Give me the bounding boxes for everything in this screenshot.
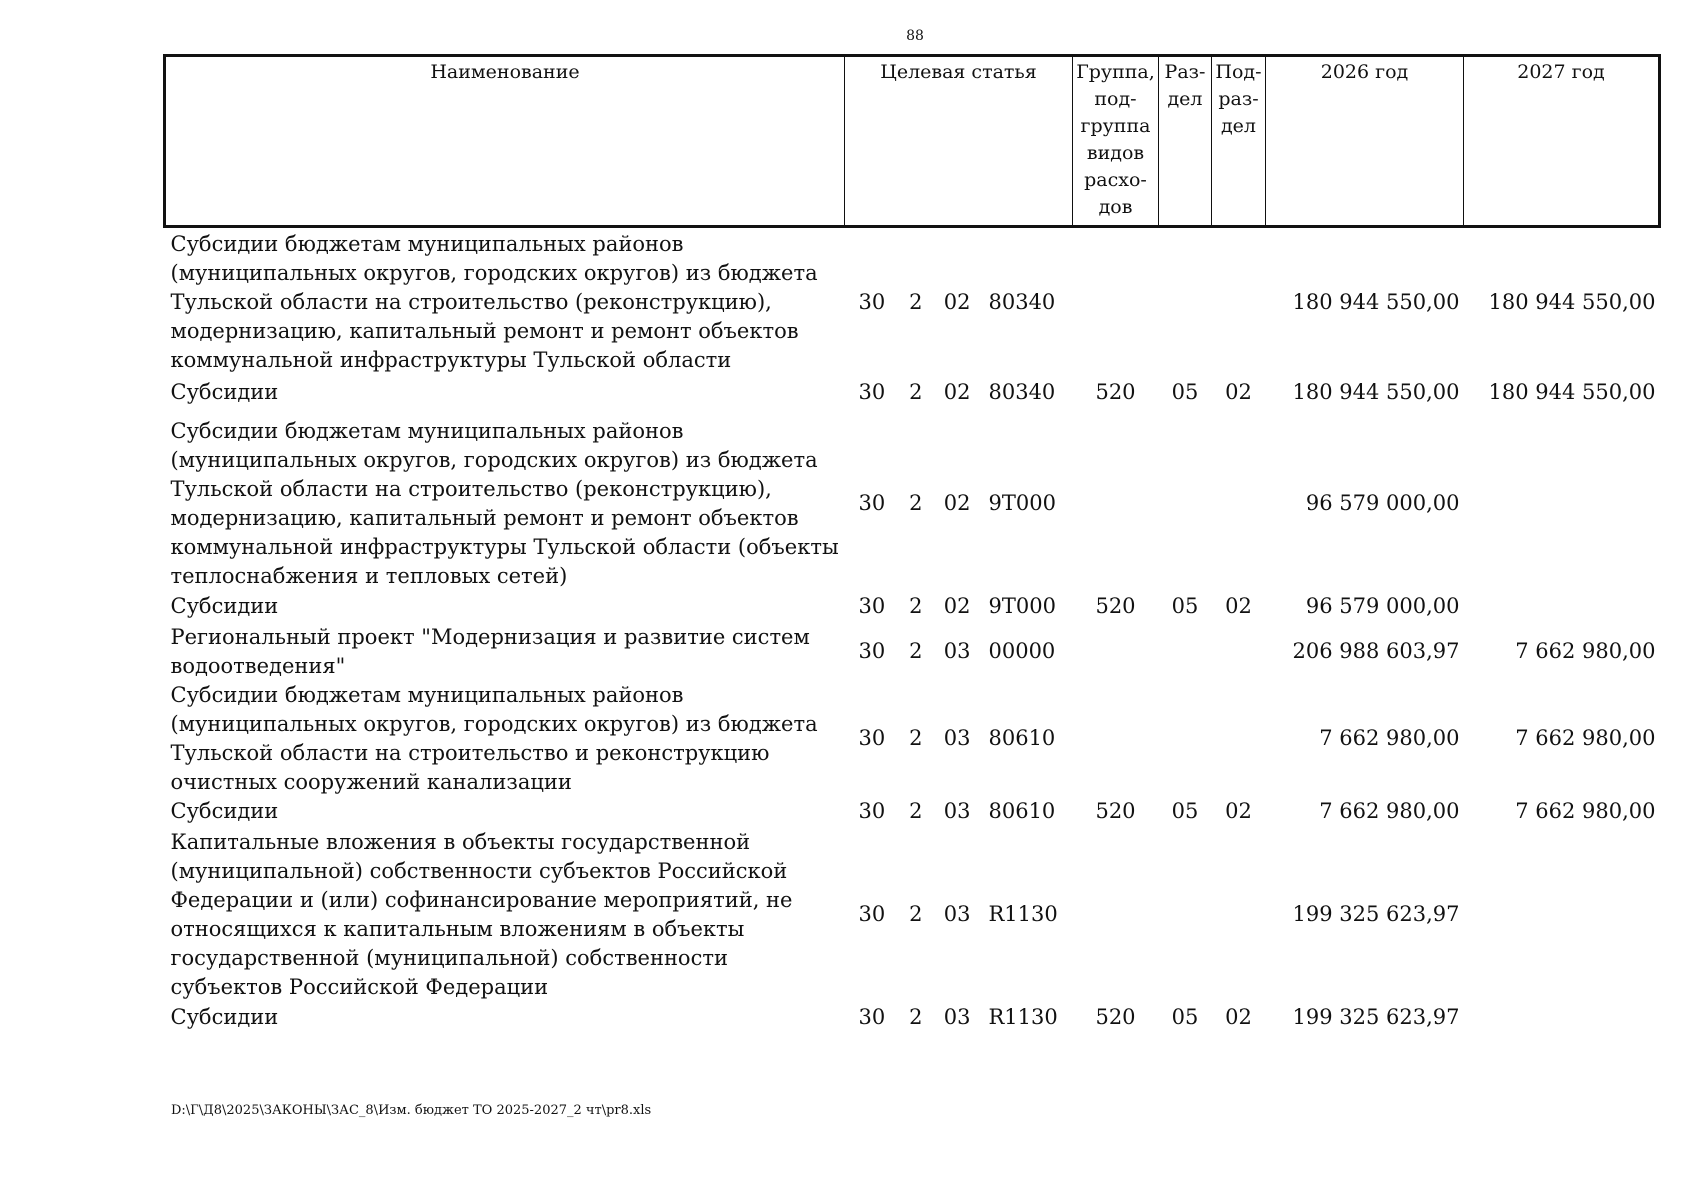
target-code-part: 2 <box>909 491 923 515</box>
target-code-part: 02 <box>943 491 971 515</box>
target-code-part: 00000 <box>988 639 1056 663</box>
row-target-code <box>845 1003 1073 1033</box>
row-name: Субсидии <box>170 1005 279 1029</box>
row-name: Субсидии бюджетам муниципальных районов (муниципальных округов, городских округов) из бюджета Тульской области на строительство (реконструкцию), модернизацию, капитальный ремонт и ремонт объектов коммунальной инфраструктуры Тульской области <box>170 231 818 372</box>
row-group <box>1073 409 1159 591</box>
row-section: 05 <box>1171 594 1199 618</box>
row-target-code <box>845 227 1073 377</box>
target-code-part: 2 <box>909 902 923 926</box>
table-row <box>165 827 1660 1003</box>
row-2027: 7 662 980,00 <box>1515 799 1656 823</box>
target-code-part: 9Т000 <box>988 594 1056 618</box>
row-subsection: 02 <box>1225 594 1252 618</box>
target-code-part: 03 <box>943 639 971 663</box>
row-name: Региональный проект "Модернизация и развитие систем водоотведения" <box>170 624 810 678</box>
row-name: Субсидии <box>170 380 279 404</box>
row-target-code <box>845 409 1073 591</box>
header-subsection: Под-раз-дел <box>1212 56 1266 227</box>
row-2027: 7 662 980,00 <box>1515 726 1656 750</box>
target-code-part: R1130 <box>988 902 1058 926</box>
target-code-part: 80340 <box>988 380 1056 404</box>
row-group: 520 <box>1095 594 1136 618</box>
table-row <box>165 797 1660 827</box>
target-code-part: 30 <box>858 491 886 515</box>
row-target-code <box>845 623 1073 681</box>
row-target-code <box>845 591 1073 623</box>
target-code-part: 2 <box>909 639 923 663</box>
row-2026: 96 579 000,00 <box>1305 491 1460 515</box>
row-2027 <box>1464 591 1660 623</box>
row-2027: 7 662 980,00 <box>1515 639 1656 663</box>
row-2026: 180 944 550,00 <box>1292 289 1460 314</box>
row-subsection <box>1212 623 1266 681</box>
table-row <box>165 377 1660 409</box>
row-group <box>1073 227 1159 377</box>
target-code-part: 30 <box>858 289 886 314</box>
table-header <box>165 56 1660 227</box>
budget-table <box>163 54 1661 1033</box>
row-subsection: 02 <box>1225 1005 1252 1029</box>
row-target-code <box>845 377 1073 409</box>
target-code-part: 80340 <box>988 289 1056 314</box>
target-code-part: 30 <box>858 594 886 618</box>
table-row <box>165 1003 1660 1033</box>
row-section: 05 <box>1171 799 1199 823</box>
table-body <box>165 227 1660 1033</box>
row-section <box>1159 623 1212 681</box>
row-2027 <box>1464 409 1660 591</box>
row-2026: 206 988 603,97 <box>1292 639 1460 663</box>
target-code-part: 2 <box>909 594 923 618</box>
row-subsection <box>1212 227 1266 377</box>
row-2026: 180 944 550,00 <box>1292 380 1460 404</box>
header-name: Наименование <box>165 56 845 227</box>
table-row <box>165 409 1660 591</box>
row-2026: 7 662 980,00 <box>1319 799 1460 823</box>
row-2026: 7 662 980,00 <box>1319 726 1460 750</box>
row-subsection: 02 <box>1225 799 1252 823</box>
row-section <box>1159 827 1212 1003</box>
row-group: 520 <box>1095 380 1136 404</box>
header-target: Целевая статья <box>845 56 1073 227</box>
target-code-part: 80610 <box>988 726 1056 750</box>
row-section <box>1159 681 1212 797</box>
target-code-part: 2 <box>909 1005 923 1029</box>
target-code-part: 30 <box>858 380 886 404</box>
row-2027: 180 944 550,00 <box>1488 289 1656 314</box>
row-subsection: 02 <box>1225 380 1252 404</box>
row-2027 <box>1464 827 1660 1003</box>
target-code-part: 30 <box>858 639 886 663</box>
target-code-part: 2 <box>909 799 923 823</box>
row-target-code <box>845 681 1073 797</box>
target-code-part: 03 <box>943 726 971 750</box>
row-2026: 96 579 000,00 <box>1305 594 1460 618</box>
row-subsection <box>1212 409 1266 591</box>
header-2026: 2026 год <box>1266 56 1464 227</box>
row-section <box>1159 409 1212 591</box>
row-name: Субсидии <box>170 799 279 823</box>
target-code-part: 9Т000 <box>988 491 1056 515</box>
row-name: Субсидии бюджетам муниципальных районов (муниципальных округов, городских округов) из бюджета Тульской области на строительство и реконструкцию очистных сооружений канализации <box>170 682 818 794</box>
table-row <box>165 591 1660 623</box>
row-2026: 199 325 623,97 <box>1292 1005 1460 1029</box>
target-code-part: 2 <box>909 726 923 750</box>
row-name: Субсидии <box>170 594 279 618</box>
row-group: 520 <box>1095 799 1136 823</box>
table-row <box>165 623 1660 681</box>
row-subsection <box>1212 681 1266 797</box>
table-row <box>165 681 1660 797</box>
target-code-part: 02 <box>943 594 971 618</box>
header-2027: 2027 год <box>1464 56 1660 227</box>
row-2027 <box>1464 1003 1660 1033</box>
row-group <box>1073 681 1159 797</box>
row-section <box>1159 227 1212 377</box>
target-code-part: 03 <box>943 902 971 926</box>
row-section: 05 <box>1171 1005 1199 1029</box>
target-code-part: 03 <box>943 799 971 823</box>
target-code-part: R1130 <box>988 1005 1058 1029</box>
row-section: 05 <box>1171 380 1199 404</box>
target-code-part: 2 <box>909 380 923 404</box>
header-group: Группа, под-группа видов расхо-дов <box>1073 56 1159 227</box>
row-group <box>1073 623 1159 681</box>
row-group <box>1073 827 1159 1003</box>
row-target-code <box>845 797 1073 827</box>
target-code-part: 2 <box>909 289 923 314</box>
target-code-part: 03 <box>943 1005 971 1029</box>
row-name: Субсидии бюджетам муниципальных районов (муниципальных округов, городских округов) из бюджета Тульской области на строительство (реконструкцию), модернизацию, капитальный ремонт и ремонт объектов коммунальной инфраструктуры Тульской области (объекты теплоснабжения и тепловых сетей) <box>170 418 839 588</box>
row-2026: 199 325 623,97 <box>1292 902 1460 926</box>
target-code-part: 30 <box>858 902 886 926</box>
row-2027: 180 944 550,00 <box>1488 380 1656 404</box>
file-path: D:\Г\Д8\2025\ЗАКОНЫ\ЗАС_8\Изм. бюджет ТО 2025-2027_2 чт\pr8.xls <box>171 1103 652 1118</box>
row-name: Капитальные вложения в объекты государственной (муниципальной) собственности субъектов Российской Федерации и (или) софинансирование мероприятий, не относящихся к капитальным вложениям в объекты государственной (муниципальной) собственности субъектов Российской Федерации <box>170 829 793 999</box>
row-subsection <box>1212 827 1266 1003</box>
table-row <box>165 227 1660 377</box>
target-code-part: 30 <box>858 799 886 823</box>
row-target-code <box>845 827 1073 1003</box>
target-code-part: 02 <box>943 380 971 404</box>
page-number: 88 <box>906 28 924 44</box>
row-group: 520 <box>1095 1005 1136 1029</box>
target-code-part: 30 <box>858 1005 886 1029</box>
target-code-part: 30 <box>858 726 886 750</box>
header-section: Раз-дел <box>1159 56 1212 227</box>
target-code-part: 80610 <box>988 799 1056 823</box>
target-code-part: 02 <box>943 289 971 314</box>
